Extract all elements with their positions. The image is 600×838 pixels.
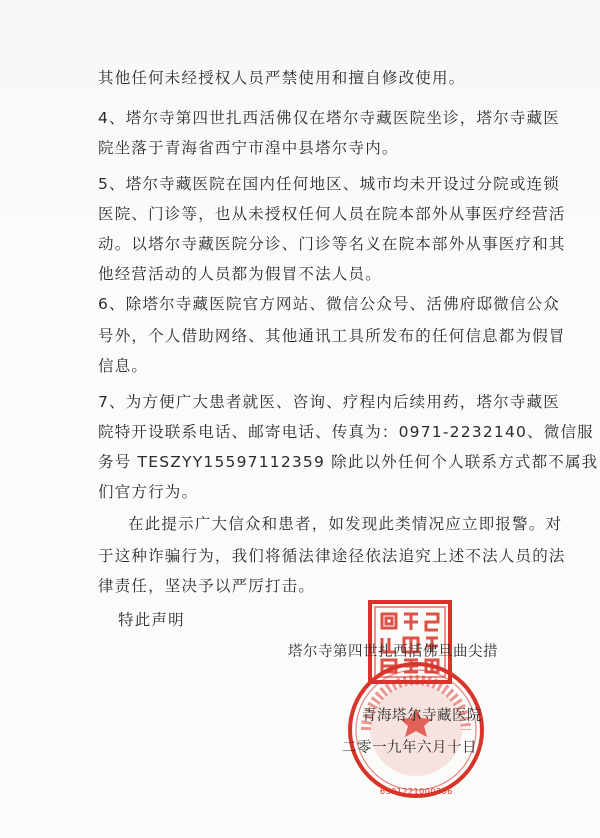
notice-line-1: 在此提示广大信众和患者，如发现此类情况应立即报警。对 bbox=[128, 515, 563, 533]
round-seal-number: 6301221000306 bbox=[380, 787, 453, 796]
item-7-line-3: 务号 TESZYY15597112359 除此以外任何个人联系方式都不属我 bbox=[98, 453, 599, 471]
item-7-line-4: 们官方行为。 bbox=[98, 483, 199, 501]
signature-person: 塔尔寺第四世扎西活佛旦曲尖措 bbox=[288, 644, 498, 660]
item-6-line-2: 号外，个人借助网络、其他通讯工具所发布的任何信息都为假冒 bbox=[98, 327, 566, 345]
item-6-line-1: 6、除塔尔寺藏医院官方网站、微信公众号、活佛府邸微信公众 bbox=[98, 295, 560, 313]
item-7-line-1: 7、为方便广大患者就医、咨询、疗程内后续用药，塔尔寺藏医 bbox=[98, 393, 560, 411]
round-seal-icon bbox=[346, 660, 486, 800]
item-4-line-2: 院坐落于青海省西宁市湟中县塔尔寺内。 bbox=[98, 139, 399, 157]
closing-statement: 特此声明 bbox=[118, 611, 185, 629]
item-5-line-3: 动。以塔尔寺藏医院分诊、门诊等名义在院本部外从事医疗和其 bbox=[98, 235, 566, 253]
item-4-line-1: 4、塔尔寺第四世扎西活佛仅在塔尔寺藏医院坐诊，塔尔寺藏医 bbox=[98, 109, 560, 127]
signature-date: 二零一九年六月十日 bbox=[342, 740, 477, 756]
signature-organization: 青海塔尔寺藏医院 bbox=[362, 708, 482, 724]
item-7-line-2: 院特开设联系电话、邮寄电话、传真为：0971-2232140、微信服 bbox=[98, 423, 594, 441]
item-6-line-3: 信息。 bbox=[98, 357, 149, 375]
notice-line-3: 律责任，坚决予以严厉打击。 bbox=[98, 577, 316, 595]
item-5-line-4: 他经营活动的人员都为假冒不法人员。 bbox=[98, 265, 382, 283]
notice-line-2: 于这种诈骗行为，我们将循法律途径依法追究上述不法人员的法 bbox=[98, 547, 566, 565]
item-5-line-2: 医院、门诊等，也从未授权任何人员在院本部外从事医疗经营活 bbox=[98, 205, 566, 223]
item-5-line-1: 5、塔尔寺藏医院在国内任何地区、城市均未开设过分院或连锁 bbox=[98, 175, 560, 193]
body-line: 其他任何未经授权人员严禁使用和擅自修改使用。 bbox=[98, 69, 466, 87]
